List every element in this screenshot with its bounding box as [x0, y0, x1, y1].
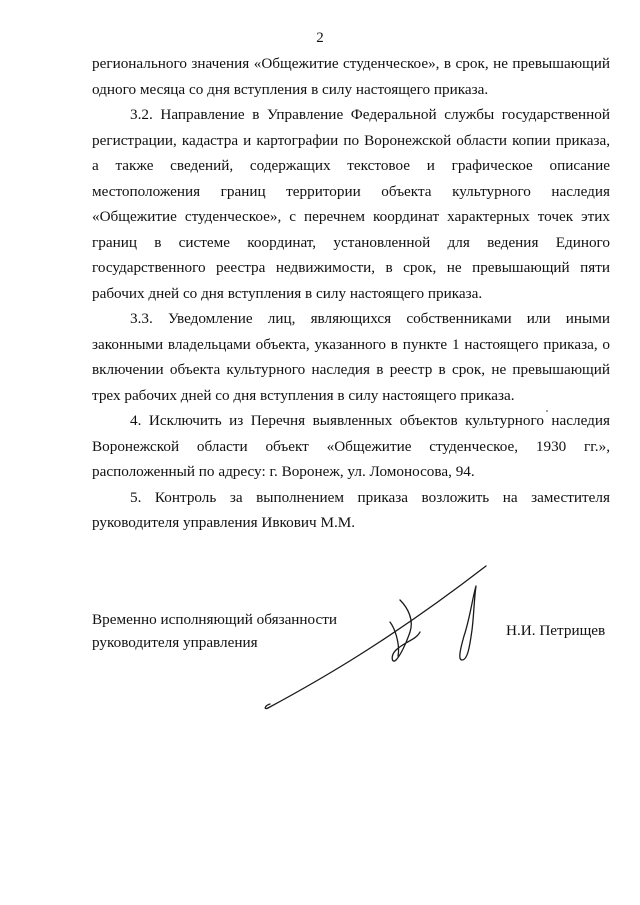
signatory-title-line-2: руководителя управления — [92, 634, 258, 651]
paragraph-5: 5. Контроль за выполнением приказа возложить на заместителя руководителя управления Ивкович М.М. — [92, 488, 610, 531]
signatory-name: Н.И. Петрищев — [506, 622, 606, 639]
handwritten-signature — [250, 560, 510, 720]
page-number: 2 — [316, 30, 324, 46]
signatory-title-line-1: Временно исполняющий обязанности — [92, 611, 338, 628]
scan-speck — [546, 410, 548, 412]
paragraph-4: 4. Исключить из Перечня выявленных объектов культурного наследия Воронежской области объект «Общежитие студенческое, 1930 гг.», расположенный по адресу: г. Воронеж, ул. Ломоносова, 94. — [92, 412, 610, 480]
document-body — [92, 51, 610, 536]
paragraph-3-3: 3.3. Уведомление лиц, являющихся собственниками или иными законными владельцами объекта, указанного в пункте 1 настоящего приказа, о включении объекта культурного наследия в реестр в срок, не превышающий трех рабочих дней со дня вступления в силу настоящего приказа. — [92, 310, 610, 404]
paragraph-3-2: 3.2. Направление в Управление Федеральной службы государственной регистрации, кадастра и картографии по Воронежской области копии приказа, а также сведений, содержащих текстовое и графическое описание местоположения границ территории объекта культурного наследия «Общежитие студенческое», с перечнем координат характерных точек этих границ в системе координат, установленной для ведения Единого государственного реестра недвижимости, в срок, не превышающий пяти рабочих дней со дня вступления в силу настоящего приказа. — [92, 106, 610, 302]
paragraph-continuation: регионального значения «Общежитие студенческое», в срок, не превышающий одного месяца со дня вступления в силу настоящего приказа. — [92, 55, 610, 98]
